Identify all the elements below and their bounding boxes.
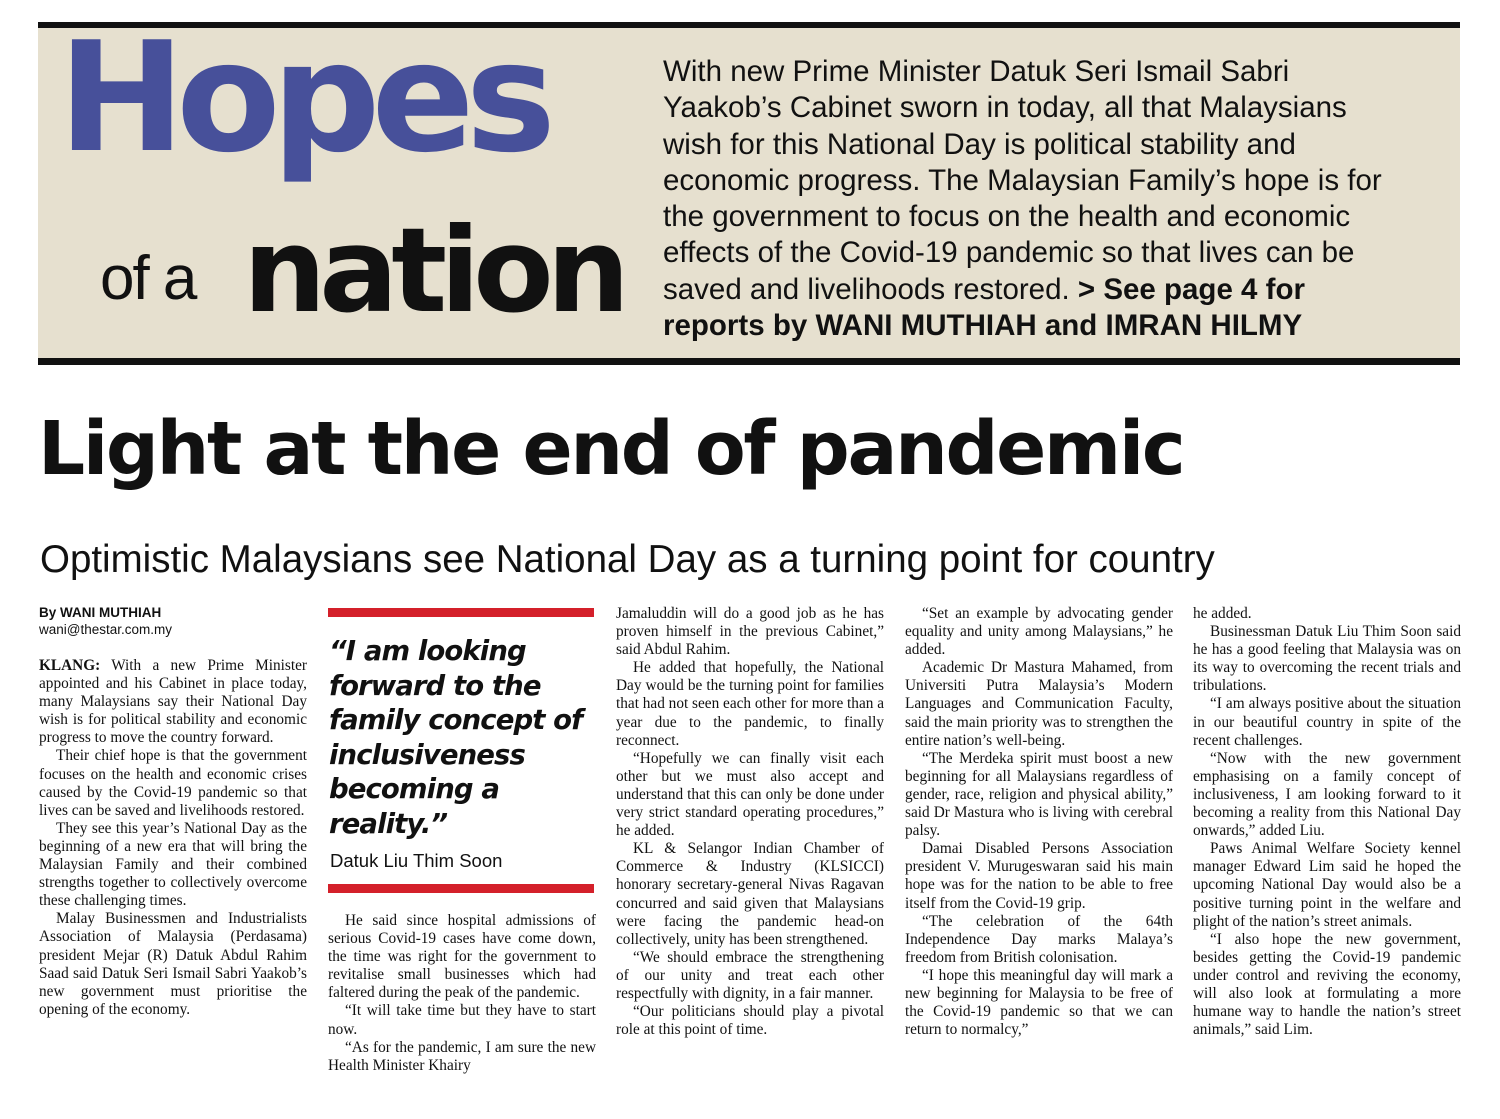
paragraph: Paws Animal Welfare Society kennel manager Edward Lim said he hoped the upcoming National Day would also be a positive turning point in the welfare and plight of the nation’s street animals. — [1193, 840, 1461, 930]
dateline: KLANG: — [39, 657, 101, 674]
paragraph: They see this year’s National Day as the beginning of a new era that will bring the Malaysian Family and their combined strengths together to collectively overcome these challenging times. — [39, 819, 307, 910]
intro-line: the government to focus on the health and economic — [663, 200, 1351, 234]
paragraph: Jamaluddin will do a good job as he has proven himself in the previous Cabinet,” said Abdul Rahim. — [616, 605, 884, 659]
paragraph: he added. — [1193, 605, 1252, 622]
paragraph — [39, 657, 307, 747]
paragraph: Their chief hope is that the government focuses on the health and economic crises caused by the Covid-19 pandemic so that lives can be saved and livelihoods restored. — [39, 747, 307, 819]
intro-line: wish for this National Day is political stability and — [663, 127, 1296, 161]
banner-hopes-word: Hopes — [58, 9, 548, 186]
pullquote-line: forward to the — [329, 669, 541, 702]
article-column-3 — [616, 605, 884, 1039]
paragraph: “It will take time but they have to start now. — [328, 1002, 596, 1038]
reporters-credit: reports by WANI MUTHIAH and IMRAN HILMY — [663, 309, 1303, 343]
paragraph: “Our politicians should play a pivotal role at this point of time. — [616, 1003, 884, 1039]
pullquote-top-rule — [328, 608, 594, 617]
paragraph: Academic Dr Mastura Mahamed, from Universiti Putra Malaysia’s Modern Languages and Communication Faculty, said the main priority was to strengthen the entire nation’s well-being. — [905, 659, 1173, 749]
page-reference: > See page 4 for — [1077, 272, 1305, 306]
banner-bottom-rule — [38, 358, 1460, 365]
byline-name: By WANI MUTHIAH — [39, 605, 162, 620]
paragraph: “Hopefully we can finally visit each other but we must also accept and understand that this can only be done under very strict standard operating procedures,” he added. — [616, 749, 884, 840]
byline — [39, 604, 307, 638]
intro-last-text: saved and livelihoods restored. — [663, 272, 1078, 306]
article-column-5 — [1193, 605, 1461, 1039]
paragraph: He added that hopefully, the National Day would be the turning point for families that had not seen each other for more than a year due to the pandemic, to finally reconnect. — [616, 659, 885, 749]
banner-nation-word: nation — [243, 202, 623, 339]
banner-intro — [663, 54, 1443, 344]
paragraph: He said since hospital admissions of serious Covid-19 cases have come down, the time was right for the government to revitalise small businesses which had faltered during the peak of the pandemic. — [328, 912, 596, 1002]
paragraph: Damai Disabled Persons Association president V. Murugeswaran said his main hope was for the nation to be able to free itself from the Covid-19 grip. — [905, 840, 1173, 912]
article-subheadline: Optimistic Malaysians see National Day as a turning point for country — [40, 538, 1215, 581]
article-column-1 — [39, 604, 307, 1019]
pullquote-line: “I am looking — [329, 635, 526, 667]
intro-line-last — [663, 272, 1443, 308]
paragraph: Businessman Datuk Liu Thim Soon said he has a good feeling that Malaysia was on its way to overcoming the recent trials and tribulations. — [1193, 623, 1461, 695]
paragraph: “The celebration of the 64th Independence Day marks Malaya’s freedom from British colonisation. — [905, 912, 1173, 966]
intro-line: effects of the Covid-19 pandemic so that lives can be — [663, 236, 1355, 270]
byline-email: wani@thestar.com.my — [39, 622, 172, 637]
paragraph: “I hope this meaningful day will mark a new beginning for Malaysia to be free of the Covid-19 pandemic so that we can return to normalcy,” — [905, 966, 1173, 1039]
pullquote-attribution: Datuk Liu Thim Soon — [330, 850, 503, 871]
intro-line: economic progress. The Malaysian Family’s hope is for — [663, 163, 1382, 197]
intro-line: With new Prime Minister Datuk Seri Ismail Sabri — [663, 55, 1290, 88]
paragraph: “I also hope the new government, besides getting the Covid-19 pandemic under control and reviving the economy, will also look at formulating a more humane way to handle the nation’s street animals,” said Lim. — [1193, 930, 1461, 1039]
banner-of-a: of a — [100, 244, 196, 313]
paragraph: “Now with the new government emphasising on a family concept of inclusiveness, I am looking forward to it becoming a reality from this National Day onwards,” added Liu. — [1193, 749, 1461, 840]
paragraph: “I am always positive about the situation in our beautiful country in spite of the recent challenges. — [1193, 695, 1461, 749]
paragraph: KL & Selangor Indian Chamber of Commerce & Industry (KLSICCI) honorary secretary-general Nivas Ragavan concurred and said given that Malaysians were facing the pandemic head-on collectively, unity has been strengthened. — [616, 840, 884, 948]
pullquote-bottom-rule — [328, 884, 594, 893]
paragraph: “Set an example by advocating gender equality and unity among Malaysians,” he added. — [905, 605, 1173, 659]
paragraph: Malay Businessmen and Industrialists Association of Malaysia (Perdasama) president Mejar (R) Datuk Abdul Rahim Saad said Datuk Seri Ismail Sabri Yaakob’s new government must prioritise the opening of the economy. — [39, 910, 307, 1018]
pullquote — [329, 634, 597, 841]
intro-credit-line — [663, 308, 1443, 344]
paragraph: “We should embrace the strengthening of our unity and treat each other respectfully with dignity, in a fair manner. — [616, 948, 884, 1002]
intro-line: Yaakob’s Cabinet sworn in today, all that Malaysians — [663, 91, 1347, 125]
pullquote-line: family concept of — [329, 704, 583, 736]
pullquote-line: reality.” — [329, 807, 448, 840]
pullquote-line: inclusiveness — [329, 738, 525, 771]
paragraph-text: With a new Prime Minister appointed and his Cabinet in place today, many Malaysians say their National Day wish is for political stability and economic progress to move the country forward. — [39, 657, 307, 747]
article-headline: Light at the end of pandemic — [38, 406, 1184, 492]
pullquote-line: becoming a — [329, 773, 500, 805]
article-column-4 — [905, 605, 1173, 1039]
paragraph: “As for the pandemic, I am sure the new Health Minister Khairy — [328, 1038, 596, 1074]
article-column-2 — [328, 912, 596, 1075]
paragraph: “The Merdeka spirit must boost a new beginning for all Malaysians regardless of gender, race, religion and physical ability,” said Dr Mastura who is living with cerebral palsy. — [905, 749, 1173, 840]
